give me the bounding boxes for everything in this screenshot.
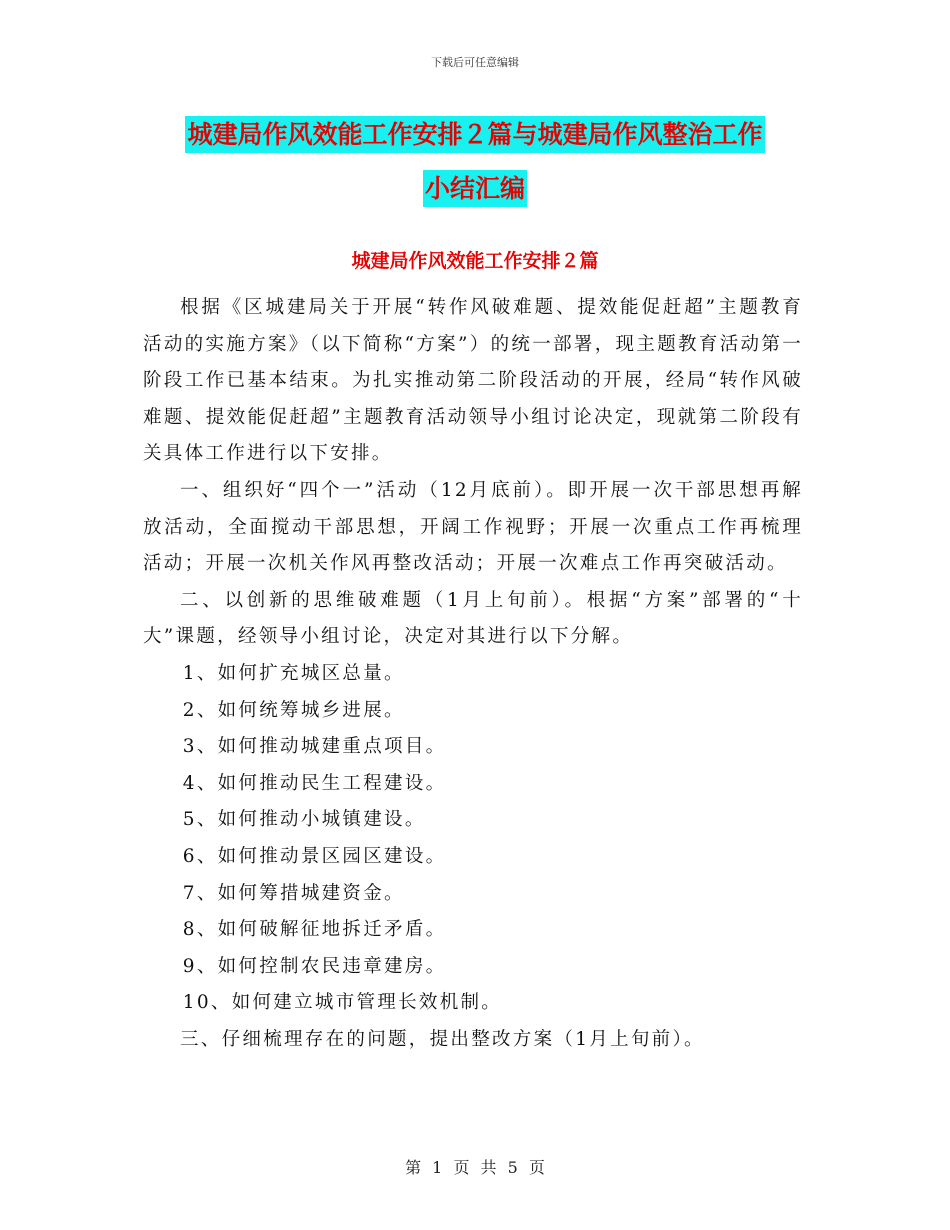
list-item: 5、如何推动小城镇建设。 — [182, 809, 426, 831]
list-item: 10、如何建立城市管理长效机制。 — [182, 992, 503, 1014]
paragraph-item-one: 一、组织好“四个一”活动（12月底前）。即开展一次干部思想再解放活动，全面搅动干部思想，开阔工作视野；开展一次重点工作再梳理活动；开展一次机关作风再整改活动；开展一次难点工作再突破活动。 — [143, 479, 803, 575]
page-number: 第 1 页 共 5 页 — [405, 1158, 545, 1177]
list-item: 8、如何破解征地拆迁矛盾。 — [182, 919, 447, 941]
document-title-line2: 小结汇编 — [423, 170, 527, 207]
page-header-note: 下载后可任意编辑 — [431, 56, 519, 69]
paragraph-item-two: 二、以创新的思维破难题（1月上旬前）。根据“方案”部署的“十大”课题，经领导小组讨论，决定对其进行以下分解。 — [143, 589, 803, 648]
list-item: 1、如何扩充城区总量。 — [182, 662, 405, 684]
list-item: 9、如何控制农民违章建房。 — [182, 955, 447, 977]
document-title-line1: 城建局作风效能工作安排２篇与城建局作风整治工作 — [185, 116, 764, 153]
list-item: 2、如何统筹城乡进展。 — [182, 699, 405, 721]
paragraph-item-three: 三、仔细梳理存在的问题，提出整改方案（1月上旬前）。 — [180, 1028, 705, 1050]
document-body — [143, 290, 803, 1058]
list-item: 4、如何推动民生工程建设。 — [182, 772, 447, 794]
list-item: 7、如何筹措城建资金。 — [182, 882, 405, 904]
section-title: 城建局作风效能工作安排２篇 — [351, 250, 599, 272]
document-title — [140, 108, 810, 216]
list-item: 3、如何推动城建重点项目。 — [182, 736, 447, 758]
paragraph-intro: 根据《区城建局关于开展“转作风破难题、提效能促赶超”主题教育活动的实施方案》（以下简称“方案”）的统一部署，现主题教育活动第一阶段工作已基本结束。为扎实推动第二阶段活动的开展，经局“转作风破难题、提效能促赶超”主题教育活动领导小组讨论决定，现就第二阶段有关具体工作进行以下安排。 — [143, 297, 803, 465]
list-item: 6、如何推动景区园区建设。 — [182, 845, 447, 867]
